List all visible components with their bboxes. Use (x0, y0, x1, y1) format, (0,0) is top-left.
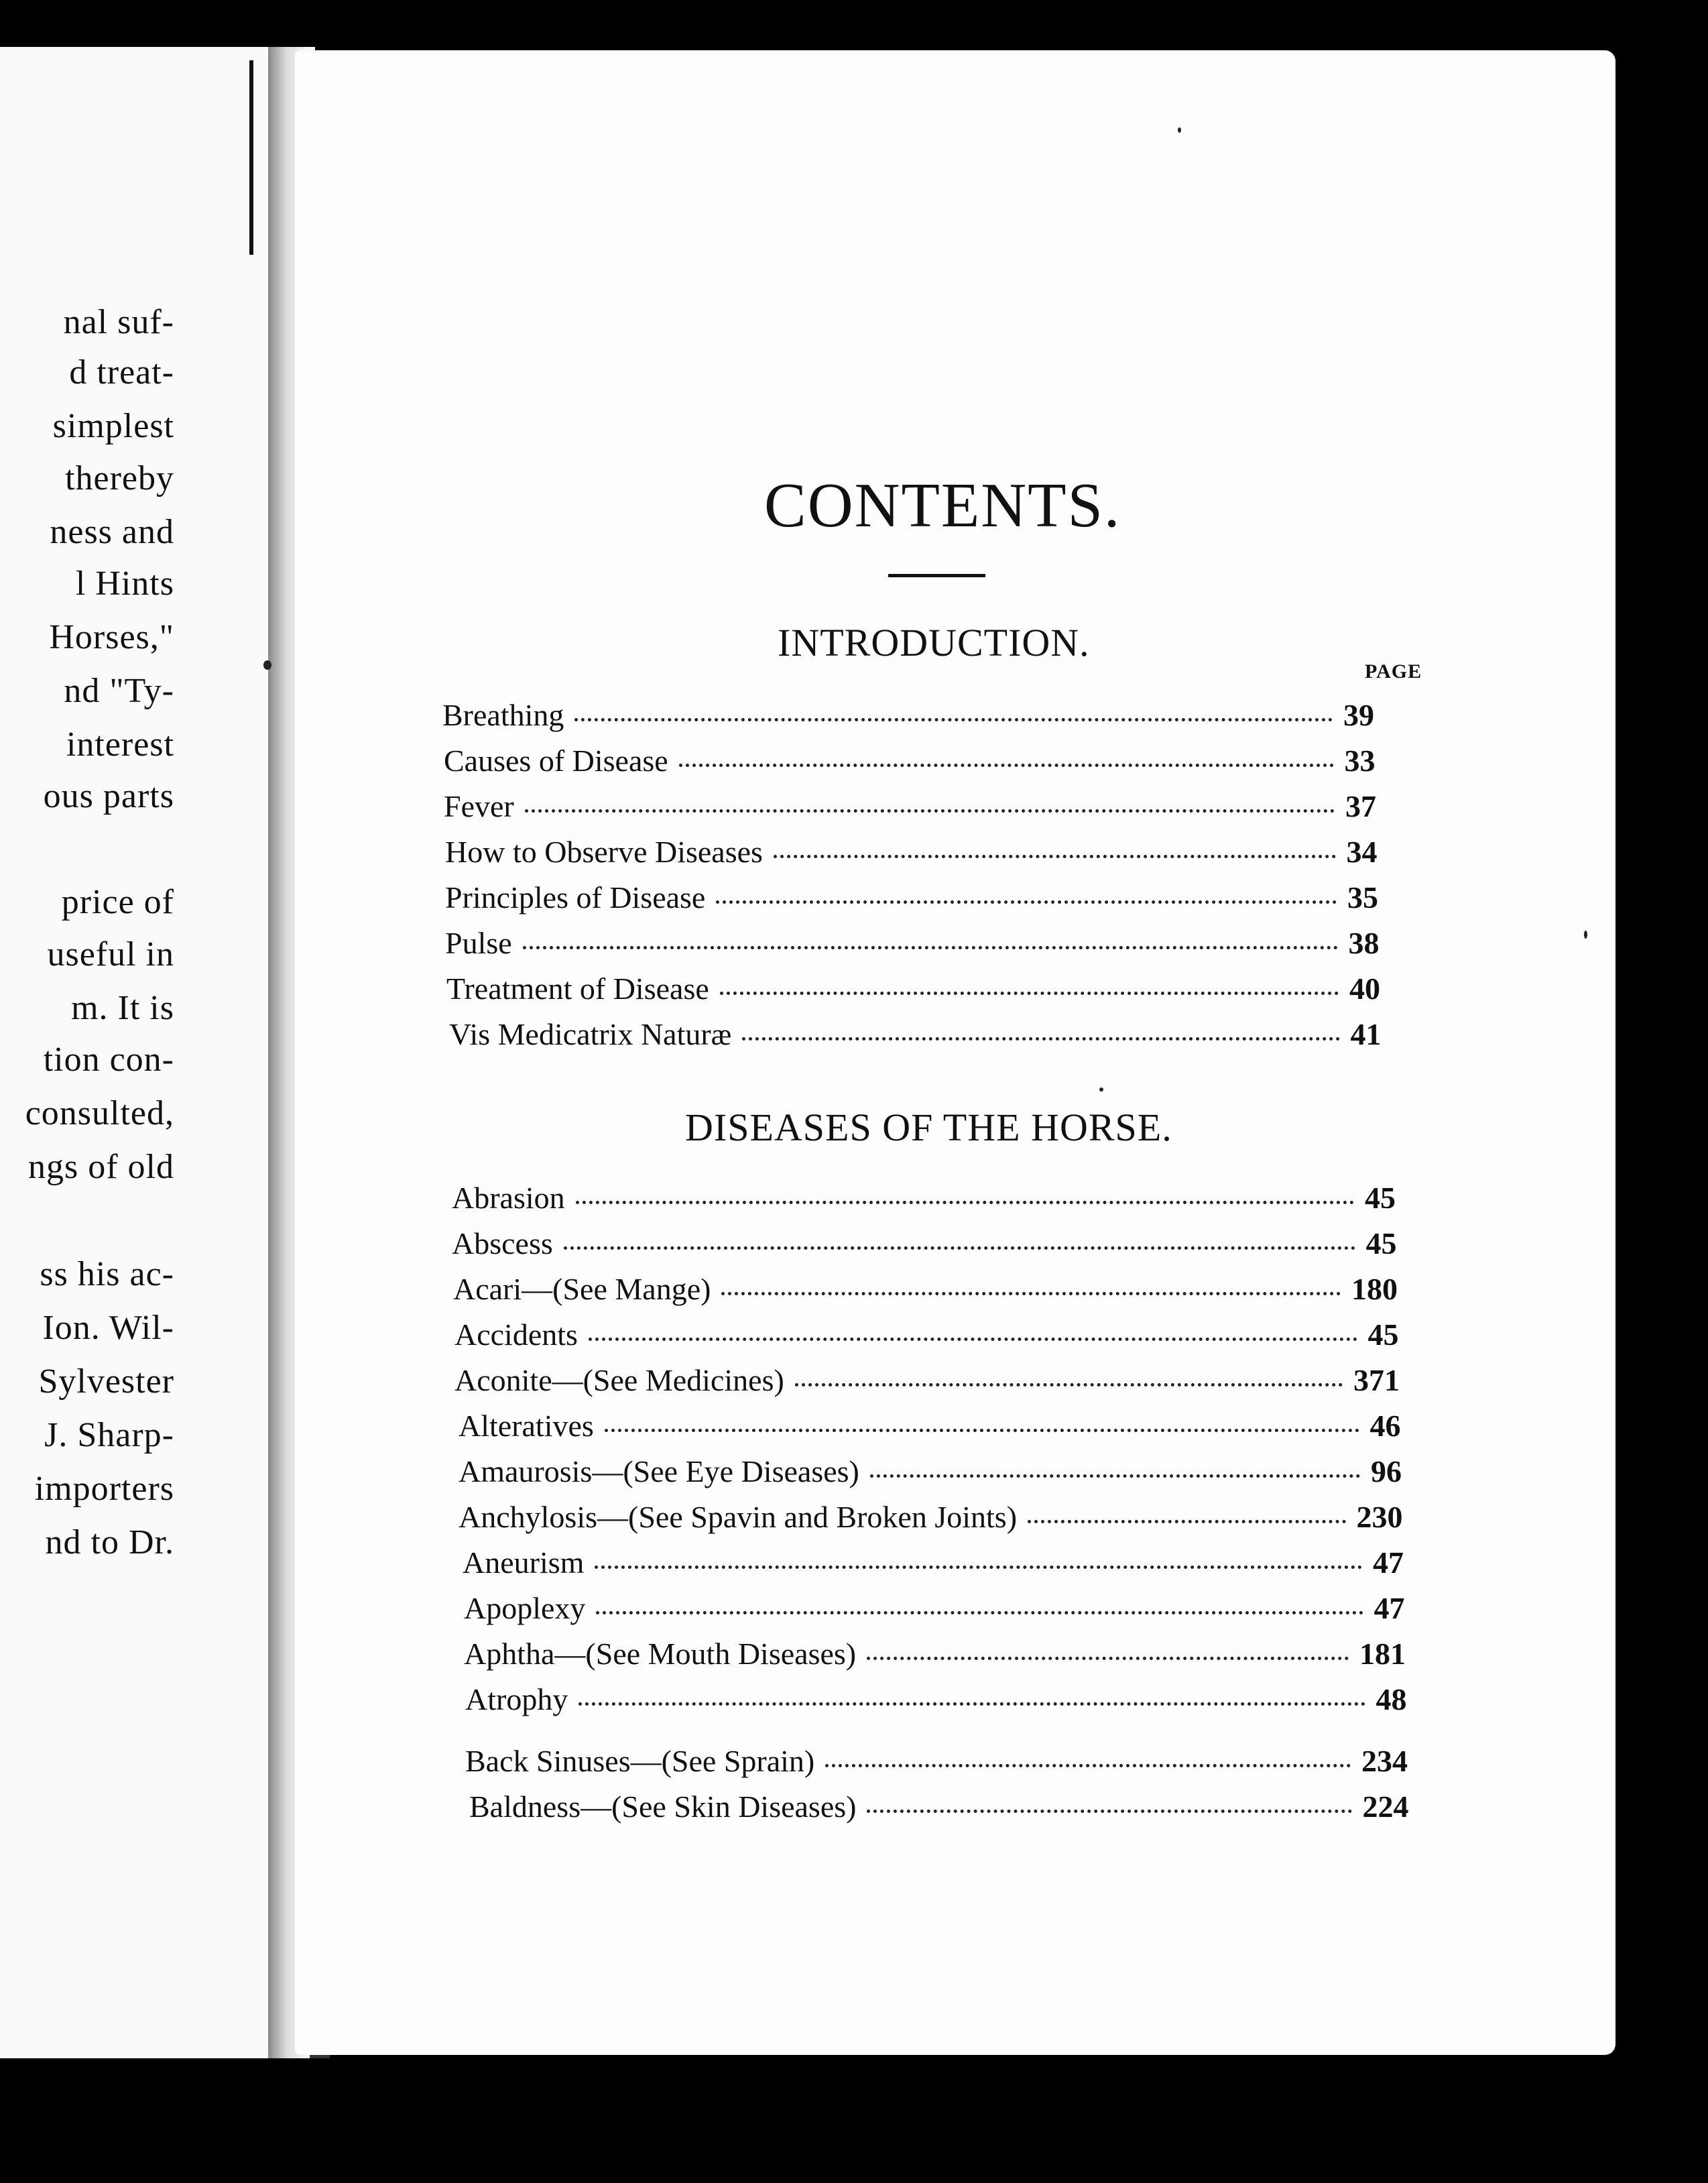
toc-entry-label: Principles of Disease (445, 880, 706, 914)
dot-leader (867, 1654, 1349, 1660)
print-speck (1099, 1087, 1103, 1092)
facing-page-line: importers (34, 1470, 174, 1508)
toc-entry-label: Apoplexy (464, 1591, 586, 1625)
toc-entry[interactable] (465, 1743, 1408, 1783)
facing-page-line: d treat- (69, 353, 174, 392)
toc-entry-page: 41 (1350, 1017, 1382, 1051)
toc-entry-page: 45 (1365, 1226, 1397, 1260)
facing-page-line: Sylvester (38, 1362, 174, 1401)
toc-entry-label: Aconite—(See Medicines) (454, 1363, 784, 1397)
section-heading-diseases: DISEASES OF THE HORSE. (685, 1106, 1172, 1149)
spine-edge-mark (249, 60, 253, 255)
toc-entry-label: Baldness—(See Skin Diseases) (469, 1789, 857, 1824)
dot-leader (679, 761, 1334, 767)
toc-entry-page: 371 (1353, 1363, 1400, 1397)
toc-entry-label: Accidents (454, 1317, 578, 1352)
toc-entry-page: 180 (1351, 1272, 1398, 1306)
toc-entry-page: 45 (1365, 1181, 1396, 1215)
page-title: CONTENTS. (764, 471, 1121, 540)
toc-entry-page: 35 (1347, 880, 1378, 914)
facing-page-line: ss his ac- (40, 1255, 174, 1293)
print-speck (1178, 127, 1181, 133)
dot-leader (774, 852, 1336, 858)
toc-entry-page: 181 (1359, 1637, 1406, 1671)
toc-entry-page: 46 (1369, 1409, 1401, 1443)
facing-page-line: ous parts (43, 777, 174, 815)
dot-leader (825, 1761, 1351, 1767)
toc-entry-label: Abscess (452, 1226, 553, 1260)
facing-page-line: Ion. Wil- (42, 1309, 174, 1347)
toc-entry-label: How to Observe Diseases (445, 835, 763, 869)
toc-entry[interactable] (464, 1590, 1405, 1631)
dot-leader (605, 1426, 1359, 1432)
toc-entry-label: Anchylosis—(See Spavin and Broken Joints) (459, 1500, 1018, 1534)
toc-entry-label: Amaurosis—(See Eye Diseases) (459, 1454, 859, 1488)
facing-page-line: thereby (65, 459, 174, 497)
dot-leader (1028, 1517, 1345, 1523)
toc-entry-page: 230 (1356, 1500, 1403, 1534)
facing-page-line: tion con- (43, 1041, 174, 1079)
toc-entry-label: Abrasion (452, 1181, 565, 1215)
toc-entry[interactable] (449, 1016, 1382, 1057)
toc-entry-label: Fever (444, 789, 514, 823)
toc-entry-label: Vis Medicatrix Naturæ (449, 1017, 732, 1051)
dot-leader (574, 715, 1333, 721)
dot-leader (720, 989, 1339, 995)
toc-entry[interactable] (469, 1789, 1409, 1829)
facing-page-line: J. Sharp- (44, 1416, 174, 1454)
toc-entry-label: Alteratives (459, 1409, 594, 1443)
toc-entry-page: 96 (1371, 1454, 1402, 1488)
dot-leader (795, 1380, 1343, 1386)
toc-entry-label: Acari—(See Mange) (453, 1272, 711, 1306)
toc-entry[interactable] (452, 1226, 1397, 1266)
facing-page-line: nd to Dr. (45, 1523, 174, 1561)
toc-entry-page: 48 (1376, 1682, 1407, 1716)
toc-entry[interactable] (442, 697, 1374, 738)
toc-entry-label: Causes of Disease (444, 744, 668, 778)
toc-entry[interactable] (459, 1499, 1403, 1539)
toc-entry[interactable] (452, 1180, 1396, 1220)
toc-entry-page: 37 (1345, 789, 1376, 823)
section-heading-introduction: INTRODUCTION. (778, 621, 1090, 664)
toc-entry[interactable] (454, 1362, 1400, 1403)
toc-entry[interactable] (463, 1545, 1404, 1585)
toc-entry[interactable] (445, 880, 1378, 920)
toc-entry-page: 47 (1373, 1545, 1404, 1580)
facing-page-line: useful in (47, 935, 174, 973)
toc-entry-page: 234 (1361, 1744, 1408, 1778)
facing-page-line: l Hints (75, 565, 174, 603)
dot-leader (589, 1335, 1357, 1341)
toc-entry-label: Aphtha—(See Mouth Diseases) (464, 1637, 857, 1671)
dot-leader (870, 1472, 1360, 1478)
facing-page-line: consulted, (25, 1094, 174, 1132)
dot-leader (578, 1700, 1365, 1706)
facing-page-line: nal suf- (63, 303, 174, 341)
facing-page-line: simplest (52, 407, 174, 445)
page-column-label: PAGE (1365, 660, 1422, 683)
toc-entry[interactable] (465, 1682, 1407, 1722)
toc-entry-label: Pulse (445, 926, 512, 960)
toc-entry[interactable] (459, 1408, 1401, 1448)
toc-entry-label: Treatment of Disease (446, 971, 709, 1006)
toc-entry-page: 38 (1348, 926, 1380, 960)
facing-page-line: nd "Ty- (64, 672, 174, 710)
dot-leader (867, 1807, 1351, 1813)
facing-page-line: Horses," (49, 618, 174, 656)
toc-entry-page: 47 (1374, 1591, 1405, 1625)
dot-leader (595, 1563, 1362, 1569)
toc-entry-label: Breathing (442, 698, 564, 732)
dot-leader (576, 1198, 1354, 1204)
dot-leader (742, 1035, 1339, 1041)
toc-entry-label: Aneurism (463, 1545, 585, 1580)
toc-entry-label: Atrophy (465, 1682, 568, 1716)
toc-entry-page: 34 (1346, 835, 1378, 869)
print-speck (1584, 931, 1587, 939)
toc-entry[interactable] (444, 788, 1376, 829)
toc-entry[interactable] (464, 1636, 1406, 1676)
dot-leader (596, 1608, 1363, 1614)
facing-page-line: price of (61, 883, 174, 921)
toc-entry[interactable] (445, 925, 1380, 965)
facing-page-line: ngs of old (28, 1148, 174, 1186)
toc-entry-page: 33 (1344, 744, 1376, 778)
dot-leader (716, 898, 1337, 904)
print-speck (263, 660, 271, 670)
toc-entry-page: 39 (1343, 698, 1374, 732)
toc-entry-label: Back Sinuses—(See Sprain) (465, 1744, 815, 1778)
facing-page-line: ness and (50, 513, 174, 551)
toc-entry-page: 224 (1362, 1789, 1409, 1824)
toc-entry[interactable] (454, 1317, 1399, 1357)
toc-entry[interactable] (444, 743, 1376, 783)
dot-leader (564, 1244, 1355, 1250)
toc-entry-page: 45 (1367, 1317, 1399, 1352)
toc-entry[interactable] (453, 1271, 1398, 1311)
facing-page-line: m. It is (71, 989, 174, 1027)
toc-entry[interactable] (446, 971, 1380, 1011)
toc-entry-page: 40 (1349, 971, 1380, 1006)
toc-entry[interactable] (445, 834, 1378, 874)
dot-leader (523, 943, 1338, 949)
dot-leader (721, 1289, 1341, 1295)
dot-leader (525, 807, 1335, 813)
toc-entry[interactable] (459, 1454, 1402, 1494)
title-rule (888, 574, 985, 577)
facing-page-line: interest (66, 725, 174, 764)
